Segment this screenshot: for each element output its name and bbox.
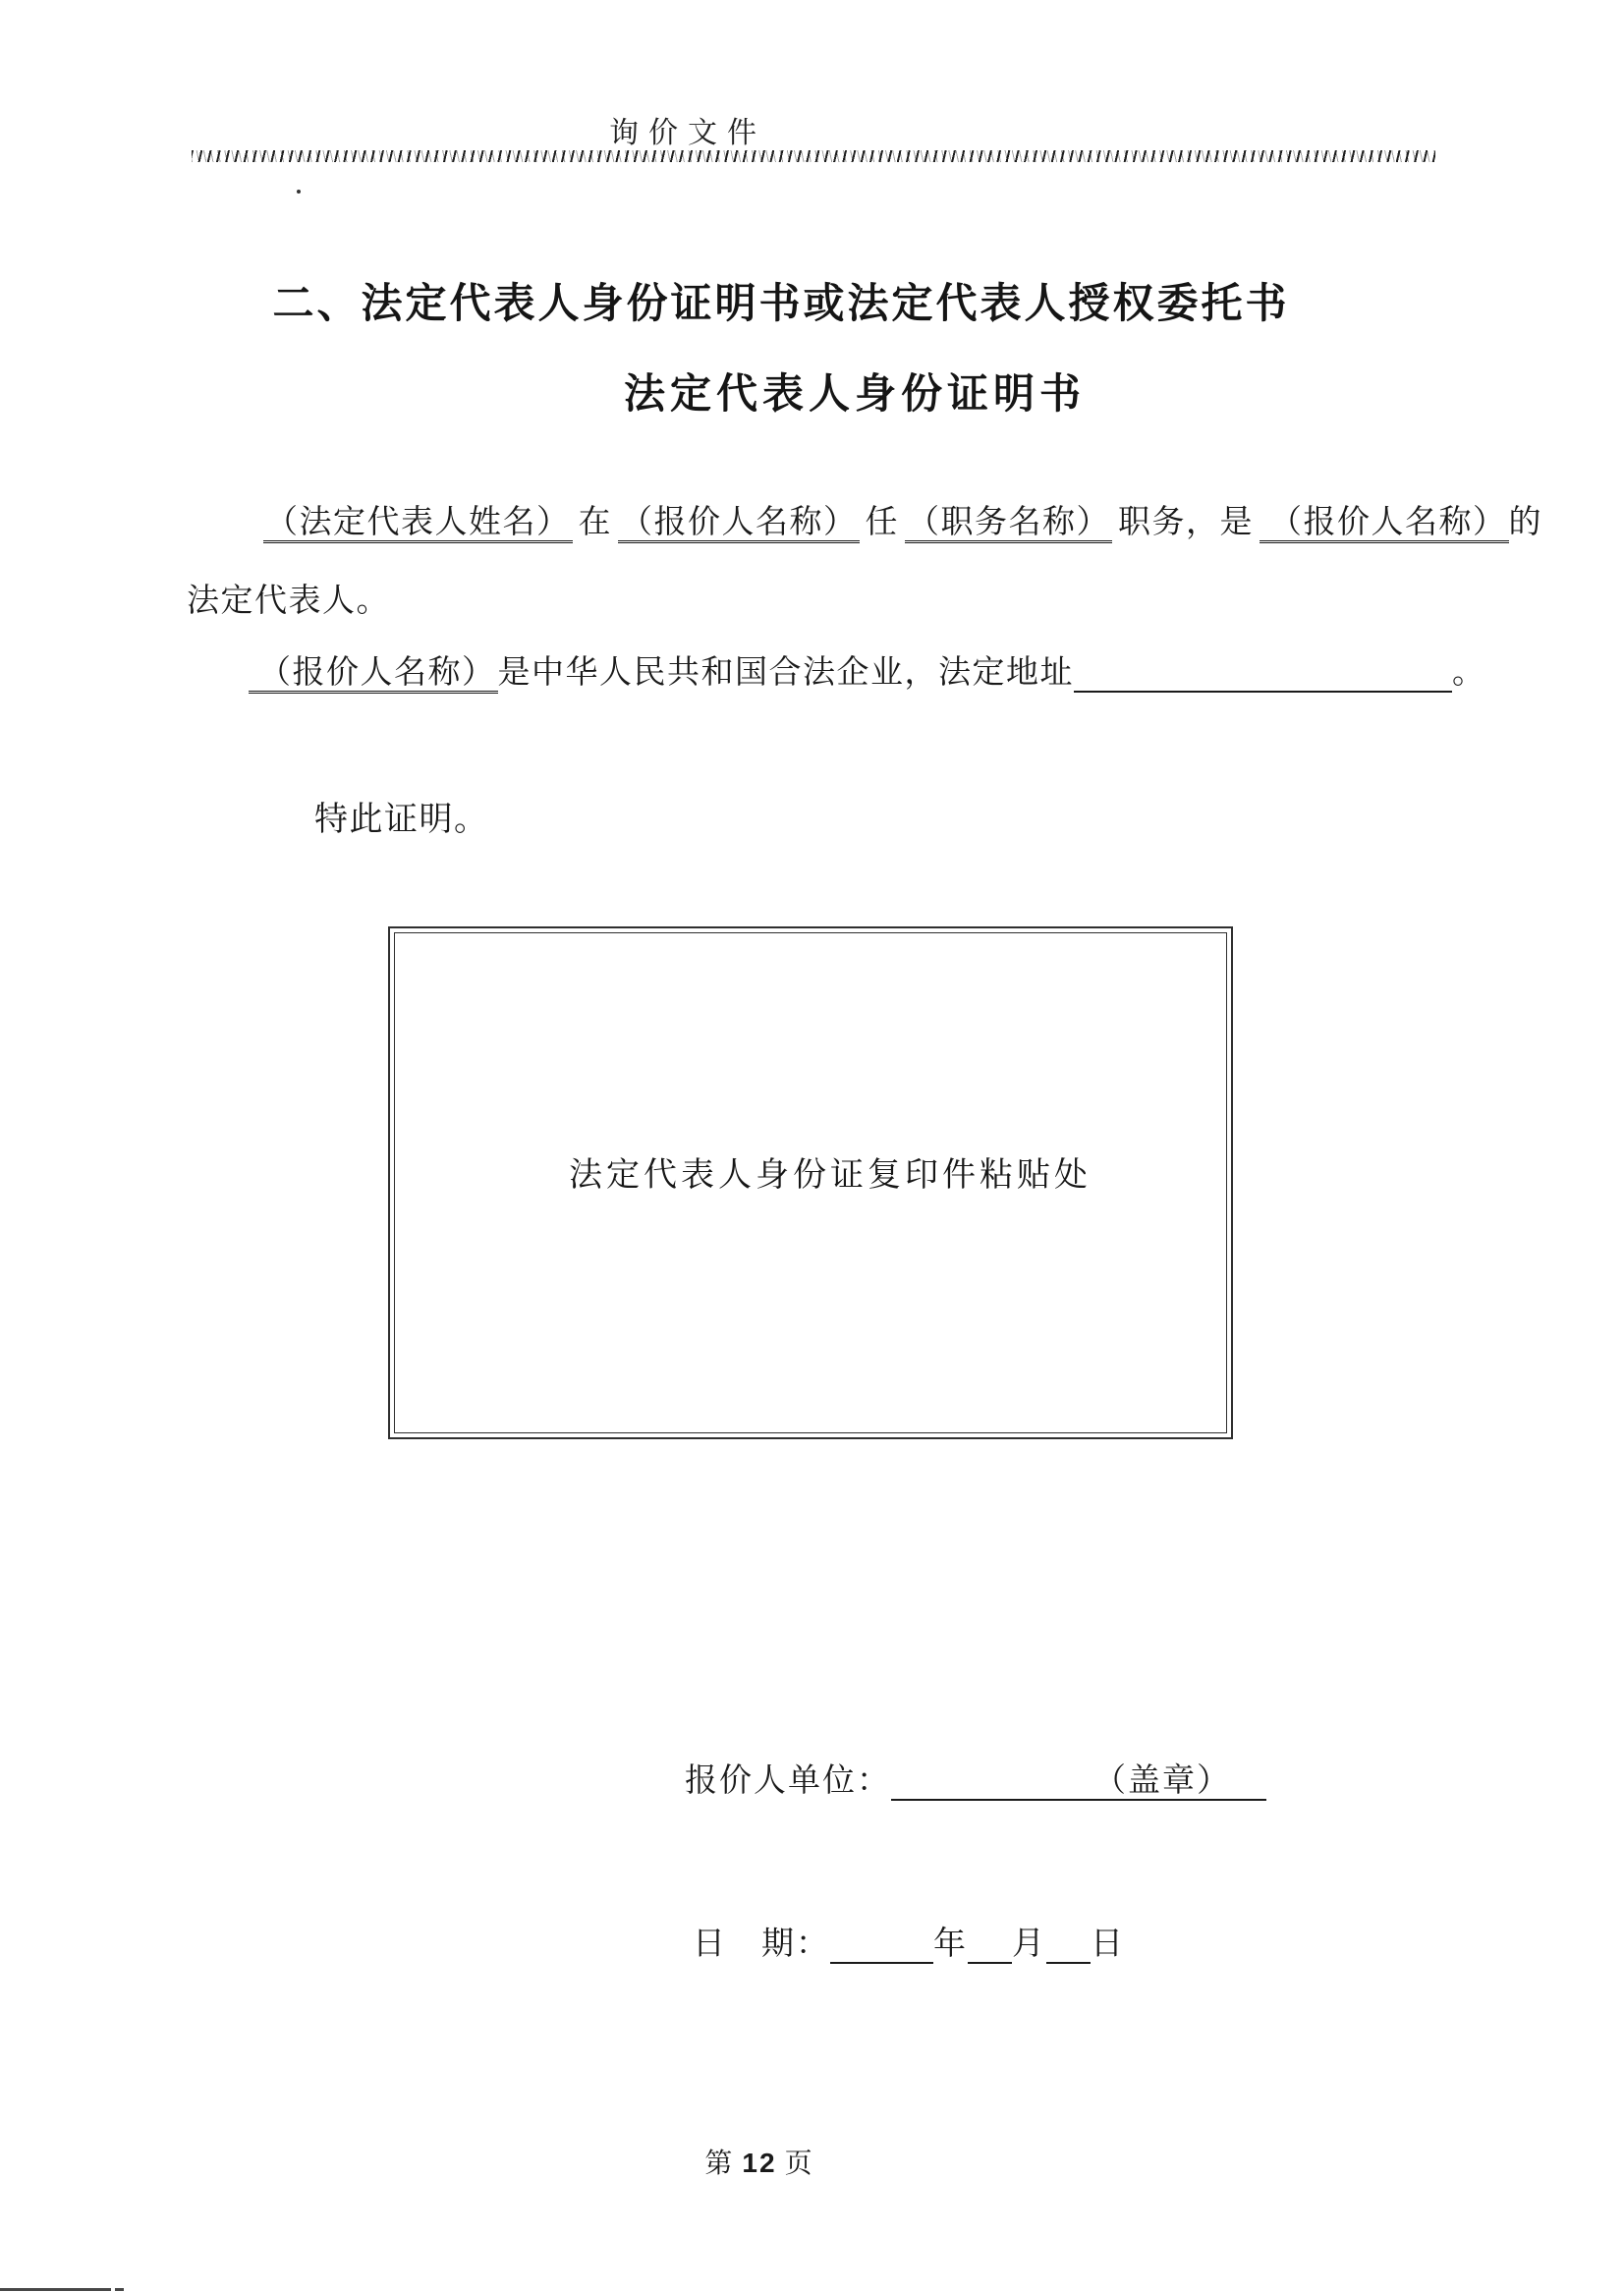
- scan-artifact-line: [0, 2288, 111, 2291]
- year-blank: [830, 1927, 933, 1964]
- paragraph-1-line-1: [263, 496, 1542, 542]
- footer-suffix: 页: [784, 2149, 814, 2179]
- day-blank: [1046, 1927, 1091, 1964]
- seal-label: （盖章）: [1088, 1763, 1237, 1801]
- paragraph-2-text: 是中华人民共和国合法企业，法定地址: [497, 655, 1074, 691]
- bidder-name-placeholder-3: （报价人名称）: [249, 655, 498, 694]
- rep-name-placeholder: （法定代表人姓名）: [263, 505, 573, 543]
- id-copy-paste-box: [388, 926, 1233, 1439]
- year-label: 年: [933, 1927, 968, 1962]
- section-title: 二、法定代表人身份证明书或法定代表人授权委托书: [272, 282, 1290, 327]
- connector-of: 的: [1508, 505, 1542, 540]
- connector-is: 职务，是: [1118, 505, 1254, 540]
- day-label: 日: [1091, 1927, 1125, 1962]
- footer-prefix: 第: [704, 2149, 735, 2179]
- page-footer: [0, 2142, 1519, 2181]
- seal-blank-tail: [1237, 1763, 1266, 1801]
- page-number: 12: [742, 2148, 777, 2178]
- legal-address-blank: [1074, 655, 1452, 693]
- attestation-line: 特此证明。: [314, 802, 489, 838]
- connector-at: 在: [578, 505, 612, 540]
- running-header: [0, 108, 1375, 151]
- job-title-placeholder: （职务名称）: [905, 505, 1112, 543]
- bidder-name-placeholder-1: （报价人名称）: [618, 505, 860, 543]
- bidder-name-placeholder-2: （报价人名称）: [1260, 505, 1509, 543]
- month-label: 月: [1012, 1927, 1046, 1962]
- date-line: [693, 1918, 1125, 1964]
- header-divider-hatched-line: [192, 150, 1435, 162]
- bidder-unit-label: 报价人单位：: [685, 1763, 891, 1799]
- paragraph-1-line-2: 法定代表人。: [187, 584, 390, 619]
- month-blank: [968, 1927, 1012, 1964]
- bidder-unit-line: [685, 1755, 1266, 1801]
- date-label: 日 期：: [693, 1927, 830, 1962]
- paragraph-2: [249, 646, 1486, 693]
- bidder-unit-blank: [891, 1763, 1088, 1801]
- paste-box-label: 法定代表人身份证复印件粘贴处: [569, 1156, 1092, 1194]
- paragraph-2-period: 。: [1452, 655, 1486, 691]
- doc-type-label: 询价文件: [609, 117, 766, 149]
- document-subtitle: 法定代表人身份证明书: [623, 372, 1086, 418]
- connector-hold: 任: [865, 505, 899, 540]
- stray-ink-dot: [297, 190, 301, 194]
- scan-artifact-dash: [115, 2288, 124, 2291]
- id-copy-paste-box-inner-border: [394, 932, 1227, 1433]
